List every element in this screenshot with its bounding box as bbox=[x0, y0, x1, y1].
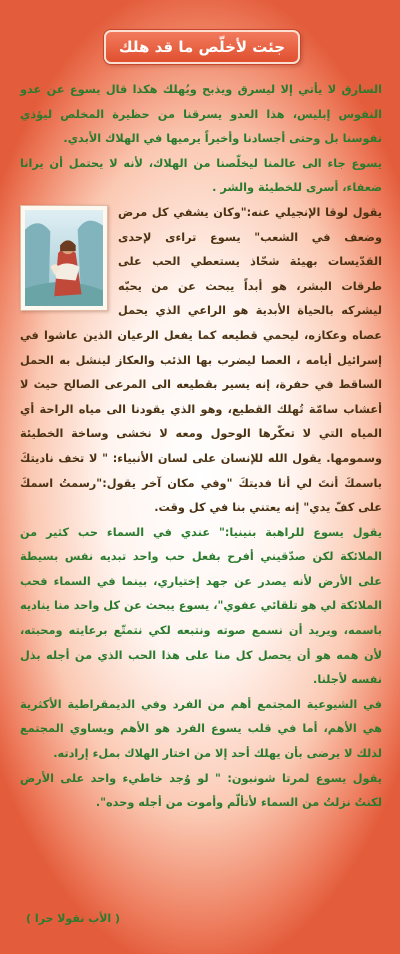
paragraph-5: في الشيوعية المجتمع أهم من الفرد وفي الديمقراطية الأكثرية هي الأهم، أما في قلب يسوع الفرد هو الأهم ويساوي المجتمع لذلك لا يرضى بأن يهلك أحد إلا من اختار الهلاك بملء إرادته. bbox=[20, 697, 382, 761]
paragraph-2: يسوع جاء الى عالمنا ليخلّصنا من الهلاك، لأنه لا يحتمل أن يرانا ضعفاء، أسرى للخطيئة والشر . bbox=[20, 156, 382, 195]
jesus-carrying-lamb-image bbox=[20, 205, 108, 311]
article-body bbox=[20, 78, 382, 816]
illustration-icon bbox=[25, 210, 103, 306]
paragraph-6: يقول يسوع لمرتا شونبون: " لو وُجد خاطيء واحد على الأرض لكنتُ نزلتُ من السماء لأتألّم وأموت من أجله وحده". bbox=[20, 771, 382, 810]
author-signature: ( الأب نقولا حرا ) bbox=[26, 912, 121, 925]
paragraph-4: يقول يسوع للراهبة بنينيا:" عندي في السماء حب كثير من الملائكة لكن صدّقيني أفرح بفعل حب واحد تبديه نفس بسيطة على الأرض لأنه يصدر عن جهد إختياري، بينما في السماء فحب الملائكة لي هو تلقائي عفوي"، يسوع يبحث عن كل واحد منا يناديه باسمه، ويريد أن نسمع صوته ونتبعه لكي نتمتّع برعايته ومحبته، لأن همه هو أن يحصل كل منا على هذا الحب الذي من أجله بذل نفسه لأجلنا. bbox=[20, 525, 382, 687]
paragraph-1: السارق لا يأتي إلا ليسرق ويذبح ويُهلك هكذا قال يسوع عن عدو النفوس إبليس، هذا العدو يسرقنا من حظيرة المخلص ليؤذي نفوسنا بل وحتى أجسادنا وأخيراً يرميها في الهلاك الأبدي. bbox=[20, 83, 382, 146]
page-title: جئت لأخلّص ما قد هلك bbox=[104, 30, 300, 64]
paragraph-3: يقول لوقا الإنجيلي عنه:"وكان يشفي كل مرض وضعف في الشعب" يسوع تراءى لإحدى القدّيسات بهيئة شحّاذ يستعطي الحب على طرقات البشر، هو أبداً يبحث عن من يحبّه ليشركه بالحياة الأبدية هو الراعي الذي يحمل عصاه وعكازه، ليحمي قطيعه كما يفعل الرعيان الذين عاشوا في إسرائيل أيامه ، العصا ليضرب بها الذئب والعكاز لينشل به الحمل الساقط في حفرة، إنه يسير بقطيعه الى المرعى الصالح حيث لا أعشاب سامّة تُهلك القطيع، وهو الذي يقودنا الى مياه الراحة أي المياه التي لا تعكّرها الوحول ومعه لا نخشى وساخة الخطيئة وسمومها. يقول الله للإنسان على لسان الأنبياء: " لا تخف ناديتكَ باسمكَ أنتَ لي أنا فديتكَ "وفي مكان آخر يقول:"رسمتُ اسمكَ على كفّ يدي" إنه يعتني بنا في كل وقت. bbox=[20, 205, 382, 515]
